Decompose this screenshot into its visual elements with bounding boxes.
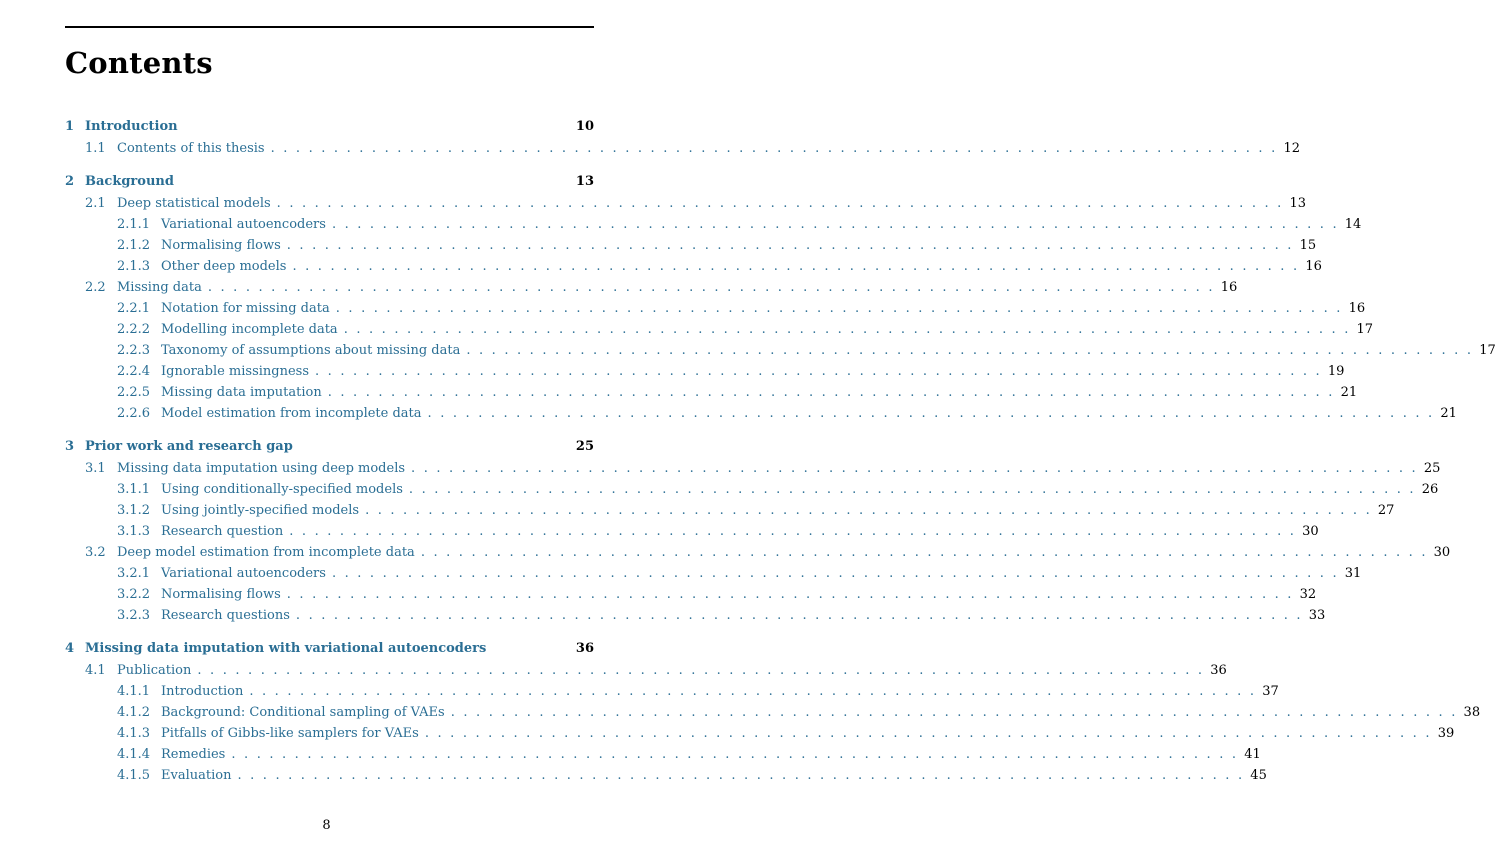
toc-entry-title[interactable]: Modelling incomplete data (161, 322, 338, 337)
toc-entry-leader-dots: . . . . . . . . . . . . . . . . . . . . . . . . . . . . . . . . . . . . . . . . . . . . . . . . . . . . . . . . . . . . . . . . . . . . . . . . . . . . . . . . (365, 503, 1372, 518)
toc-entry-leader-dots: . . . . . . . . . . . . . . . . . . . . . . . . . . . . . . . . . . . . . . . . . . . . . . . . . . . . . . . . . . . . . . . . . . . . . . . . . . . . . . . . (343, 322, 1351, 337)
toc-entry-page: 30 (1433, 545, 1451, 560)
toc-entry-number: 2.1.2 (117, 238, 151, 253)
toc-entry-subsection[interactable] (65, 563, 1362, 584)
page-number: 8 (322, 818, 331, 833)
top-rule (65, 26, 594, 28)
toc-entry-title[interactable]: Contents of this thesis (117, 141, 265, 156)
toc-entry-subsection[interactable] (65, 681, 1279, 702)
toc-entry-number: 2.1.3 (117, 259, 151, 274)
toc-entry-leader-dots: . . . . . . . . . . . . . . . . . . . . . . . . . . . . . . . . . . . . . . . . . . . . . . . . . . . . . . . . . . . . . . . . . . . . . . . . . . . . . . . . (411, 461, 1418, 476)
toc-entry-page: 16 (1348, 301, 1366, 316)
toc-entry-leader-dots: . . . . . . . . . . . . . . . . . . . . . . . . . . . . . . . . . . . . . . . . . . . . . . . . . . . . . . . . . . . . . . . . . . . . . . . . . . . . . . . . (315, 364, 1322, 379)
toc-entry-leader-dots: . . . . . . . . . . . . . . . . . . . . . . . . . . . . . . . . . . . . . . . . . . . . . . . . . . . . . . . . . . . . . . . . . . . . . . . . . . . . . . . . (276, 196, 1284, 211)
toc-entry-number: 3.1 (85, 461, 106, 476)
toc-entry-subsection[interactable] (65, 235, 1317, 256)
toc-entry-title[interactable]: Remedies (161, 747, 226, 762)
toc-entry-number: 3.2.2 (117, 587, 151, 602)
toc-entry-subsection[interactable] (65, 584, 1317, 605)
toc-entry-title[interactable]: Taxonomy of assumptions about missing data (161, 343, 461, 358)
toc-entry-leader-dots: . . . . . . . . . . . . . . . . . . . . . . . . . . . . . . . . . . . . . . . . . . . . . . . . . . . . . . . . . . . . . . . . . . . . . . . . . . . . . . . . (249, 684, 1257, 699)
toc-entry-leader-dots: . . . . . . . . . . . . . . . . . . . . . . . . . . . . . . . . . . . . . . . . . . . . . . . . . . . . . . . . . . . . . . . . . . . . . . . . . . . . . . . . (420, 545, 1428, 560)
toc-entry-title[interactable]: Variational autoencoders (161, 566, 326, 581)
toc-entry-leader-dots: . . . . . . . . . . . . . . . . . . . . . . . . . . . . . . . . . . . . . . . . . . . . . . . . . . . . . . . . . . . . . . . . . . . . . . . . . . . . . . . . (335, 301, 1343, 316)
toc-entry-number: 2.2.3 (117, 343, 151, 358)
toc-entry-section[interactable] (65, 542, 1451, 563)
toc-entry-leader-dots: . . . . . . . . . . . . . . . . . . . . . . . . . . . . . . . . . . . . . . . . . . . . . . . . . . . . . . . . . . . . . . . . . . . . . . . . . . . . . . . . (270, 141, 1278, 156)
toc-entry-title[interactable]: Background: Conditional sampling of VAEs (161, 705, 445, 720)
toc-entry-leader-dots: . . . . . . . . . . . . . . . . . . . . . . . . . . . . . . . . . . . . . . . . . . . . . . . . . . . . . . . . . . . . . . . . . . . . . . . . . . . . . . . . (237, 768, 1245, 783)
toc-entry-subsection[interactable] (65, 479, 1439, 500)
toc-entry-title[interactable]: Introduction (85, 119, 178, 134)
toc-entry-number: 1.1 (85, 141, 106, 156)
toc-entry-number: 3.1.2 (117, 503, 151, 518)
toc-entry-title[interactable]: Deep statistical models (117, 196, 271, 211)
toc-entry-leader-dots: . . . . . . . . . . . . . . . . . . . . . . . . . . . . . . . . . . . . . . . . . . . . . . . . . . . . . . . . . . . . . . . . . . . . . . . . . . . . . . . . (327, 385, 1335, 400)
toc-entry-subsection[interactable] (65, 361, 1345, 382)
toc-entry-subsection[interactable] (65, 340, 1496, 361)
toc-entry-page: 14 (1344, 217, 1362, 232)
toc-entry-number: 3.2.1 (117, 566, 151, 581)
toc-entry-page: 25 (575, 439, 594, 454)
toc-entry-page: 36 (1210, 663, 1227, 678)
toc-entry-page: 13 (575, 174, 594, 189)
toc-entry-page: 25 (1423, 461, 1441, 476)
toc-entry-leader-dots: . . . . . . . . . . . . . . . . . . . . . . . . . . . . . . . . . . . . . . . . . . . . . . . . . . . . . . . . . . . . . . . . . . . . . . . . . . . . . . . . (295, 608, 1303, 623)
toc-entry-title[interactable]: Prior work and research gap (85, 439, 293, 454)
toc-entry-page: 12 (1283, 141, 1300, 156)
toc-entry-page: 17 (1479, 343, 1496, 358)
toc-entry-title[interactable]: Background (85, 174, 174, 189)
toc-entry-number: 2.2.4 (117, 364, 151, 379)
toc-entry-title[interactable]: Missing data imputation using deep models (117, 461, 406, 476)
toc-entry-number: 2.2.2 (117, 322, 151, 337)
toc-entry-number: 3 (65, 439, 75, 454)
toc-entry-title[interactable]: Research question (161, 524, 284, 539)
toc-entry-number: 4.1.3 (117, 726, 151, 741)
toc-entry-leader-dots: . . . . . . . . . . . . . . . . . . . . . . . . . . . . . . . . . . . . . . . . . . . . . . . . . . . . . . . . . . . . . . . . . . . . . . . . . . . . . . . . (207, 280, 1215, 295)
toc-entry-section[interactable] (65, 277, 1238, 298)
toc-entry-subsection[interactable] (65, 702, 1481, 723)
toc-entry-subsection[interactable] (65, 382, 1358, 403)
toc-entry-page: 36 (575, 641, 594, 656)
toc-entry-number: 2 (65, 174, 75, 189)
toc-entry-subsection[interactable] (65, 765, 1267, 786)
toc-entry-subsection[interactable] (65, 319, 1374, 340)
toc-entry-title[interactable]: Research questions (161, 608, 290, 623)
toc-entry-leader-dots: . . . . . . . . . . . . . . . . . . . . . . . . . . . . . . . . . . . . . . . . . . . . . . . . . . . . . . . . . . . . . . . . . . . . . . . . . . . . . . . . (286, 238, 1294, 253)
toc-entry-leader-dots: . . . . . . . . . . . . . . . . . . . . . . . . . . . . . . . . . . . . . . . . . . . . . . . . . . . . . . . . . . . . . . . . . . . . . . . . . . . . . . . . (286, 587, 1294, 602)
toc-entry-page: 16 (1305, 259, 1322, 274)
toc-entry-leader-dots: . . . . . . . . . . . . . . . . . . . . . . . . . . . . . . . . . . . . . . . . . . . . . . . . . . . . . . . . . . . . . . . . . . . . . . . . . . . . . . . . (197, 663, 1205, 678)
toc-entry-title[interactable]: Deep model estimation from incomplete data (117, 545, 415, 560)
toc-entry-number: 2.2.5 (117, 385, 151, 400)
toc-entry-page: 26 (1421, 482, 1439, 497)
toc-entry-section[interactable] (65, 660, 1227, 681)
toc-entry-subsection[interactable] (65, 605, 1326, 626)
toc-entry-leader-dots: . . . . . . . . . . . . . . . . . . . . . . . . . . . . . . . . . . . . . . . . . . . . . . . . . . . . . . . . . . . . . . . . . . . . . . . . . . . . . . . . (331, 566, 1339, 581)
toc-entry-title[interactable]: Missing data imputation (161, 385, 322, 400)
toc-entry-page: 15 (1299, 238, 1317, 253)
toc-entry-number: 4.1.2 (117, 705, 151, 720)
toc-entry-chapter[interactable] (65, 116, 594, 138)
toc-entry-page: 27 (1377, 503, 1395, 518)
toc-entry-leader-dots: . . . . . . . . . . . . . . . . . . . . . . . . . . . . . . . . . . . . . . . . . . . . . . . . . . . . . . . . . . . . . . . . . . . . . . . . . . . . . . . . (408, 482, 1416, 497)
toc-entry-page: 38 (1463, 705, 1481, 720)
toc-entry-number: 2.2 (85, 280, 106, 295)
toc-entry-page: 13 (1289, 196, 1307, 211)
toc-entry-title[interactable]: Using conditionally-specified models (161, 482, 403, 497)
toc-entry-page: 10 (575, 119, 594, 134)
toc-entry-leader-dots: . . . . . . . . . . . . . . . . . . . . . . . . . . . . . . . . . . . . . . . . . . . . . . . . . . . . . . . . . . . . . . . . . . . . . . . . . . . . . . . . (292, 259, 1300, 274)
toc-entry-title[interactable]: Using jointly-specified models (161, 503, 360, 518)
toc-entry-page: 33 (1308, 608, 1326, 623)
toc-entry-title[interactable]: Normalising flows (161, 238, 281, 253)
toc-entry-page: 39 (1437, 726, 1455, 741)
toc-entry-number: 3.1.3 (117, 524, 151, 539)
toc-entry-chapter[interactable] (65, 436, 594, 458)
toc-entry-subsection[interactable] (65, 214, 1362, 235)
toc-entry-page: 19 (1327, 364, 1345, 379)
toc-entry-page: 32 (1299, 587, 1317, 602)
toc-entry-number: 3.2.3 (117, 608, 151, 623)
toc-entry-page: 21 (1440, 406, 1457, 421)
toc-entry-number: 4.1.5 (117, 768, 151, 783)
toc-entry-leader-dots: . . . . . . . . . . . . . . . . . . . . . . . . . . . . . . . . . . . . . . . . . . . . . . . . . . . . . . . . . . . . . . . . . . . . . . . . . . . . . . . . (424, 726, 1432, 741)
toc-entry-subsection[interactable] (65, 744, 1261, 765)
page-title: Contents (65, 46, 213, 80)
toc-entry-title[interactable]: Model estimation from incomplete data (161, 406, 422, 421)
toc-entry-section[interactable] (65, 138, 1300, 159)
toc-entry-title[interactable]: Normalising flows (161, 587, 281, 602)
toc-entry-page: 16 (1220, 280, 1238, 295)
toc-entry-leader-dots: . . . . . . . . . . . . . . . . . . . . . . . . . . . . . . . . . . . . . . . . . . . . . . . . . . . . . . . . . . . . . . . . . . . . . . . . . . . . . . . . (331, 217, 1339, 232)
toc-entry-page: 17 (1356, 322, 1374, 337)
toc-entry-number: 2.2.6 (117, 406, 151, 421)
toc-entry-number: 3.1.1 (117, 482, 151, 497)
toc-entry-page: 31 (1344, 566, 1362, 581)
toc-entry-title[interactable]: Missing data (117, 280, 202, 295)
toc-entry-leader-dots: . . . . . . . . . . . . . . . . . . . . . . . . . . . . . . . . . . . . . . . . . . . . . . . . . . . . . . . . . . . . . . . . . . . . . . . . . . . . . . . . (231, 747, 1239, 762)
toc-entry-title[interactable]: Notation for missing data (161, 301, 330, 316)
toc-entry-title[interactable]: Pitfalls of Gibbs-like samplers for VAEs (161, 726, 419, 741)
toc-entry-subsection[interactable] (65, 521, 1319, 542)
toc-entry-page: 37 (1262, 684, 1279, 699)
toc-entry-section[interactable] (65, 193, 1307, 214)
toc-entry-number: 4.1.1 (117, 684, 151, 699)
toc-entry-leader-dots: . . . . . . . . . . . . . . . . . . . . . . . . . . . . . . . . . . . . . . . . . . . . . . . . . . . . . . . . . . . . . . . . . . . . . . . . . . . . . . . . (466, 343, 1474, 358)
toc-entry-number: 1 (65, 119, 75, 134)
toc-entry-title[interactable]: Missing data imputation with variational autoencoders (85, 641, 487, 656)
table-of-contents (65, 116, 1496, 786)
toc-entry-title[interactable]: Variational autoencoders (161, 217, 326, 232)
toc-entry-leader-dots: . . . . . . . . . . . . . . . . . . . . . . . . . . . . . . . . . . . . . . . . . . . . . . . . . . . . . . . . . . . . . . . . . . . . . . . . . . . . . . . . (289, 524, 1297, 539)
toc-entry-number: 3.2 (85, 545, 106, 560)
toc-entry-number: 4.1 (85, 663, 106, 678)
toc-entry-title[interactable]: Other deep models (161, 259, 287, 274)
toc-entry-page: 41 (1244, 747, 1261, 762)
toc-entry-leader-dots: . . . . . . . . . . . . . . . . . . . . . . . . . . . . . . . . . . . . . . . . . . . . . . . . . . . . . . . . . . . . . . . . . . . . . . . . . . . . . . . . (450, 705, 1458, 720)
toc-entry-number: 4 (65, 641, 75, 656)
toc-entry-subsection[interactable] (65, 256, 1322, 277)
toc-entry-number: 2.1.1 (117, 217, 151, 232)
toc-entry-number: 2.1 (85, 196, 106, 211)
toc-entry-title[interactable]: Publication (117, 663, 192, 678)
toc-entry-leader-dots: . . . . . . . . . . . . . . . . . . . . . . . . . . . . . . . . . . . . . . . . . . . . . . . . . . . . . . . . . . . . . . . . . . . . . . . . . . . . . . . . (427, 406, 1435, 421)
toc-entry-chapter[interactable] (65, 638, 594, 660)
toc-entry-page: 21 (1340, 385, 1358, 400)
toc-entry-section[interactable] (65, 458, 1441, 479)
toc-entry-page: 30 (1302, 524, 1319, 539)
toc-entry-page: 45 (1250, 768, 1267, 783)
toc-entry-number: 4.1.4 (117, 747, 151, 762)
toc-entry-subsection[interactable] (65, 723, 1455, 744)
toc-entry-chapter[interactable] (65, 171, 594, 193)
toc-entry-subsection[interactable] (65, 500, 1395, 521)
toc-entry-title[interactable]: Evaluation (161, 768, 232, 783)
toc-entry-number: 2.2.1 (117, 301, 151, 316)
toc-entry-subsection[interactable] (65, 403, 1457, 424)
toc-entry-title[interactable]: Introduction (161, 684, 244, 699)
toc-entry-subsection[interactable] (65, 298, 1366, 319)
toc-entry-title[interactable]: Ignorable missingness (161, 364, 310, 379)
